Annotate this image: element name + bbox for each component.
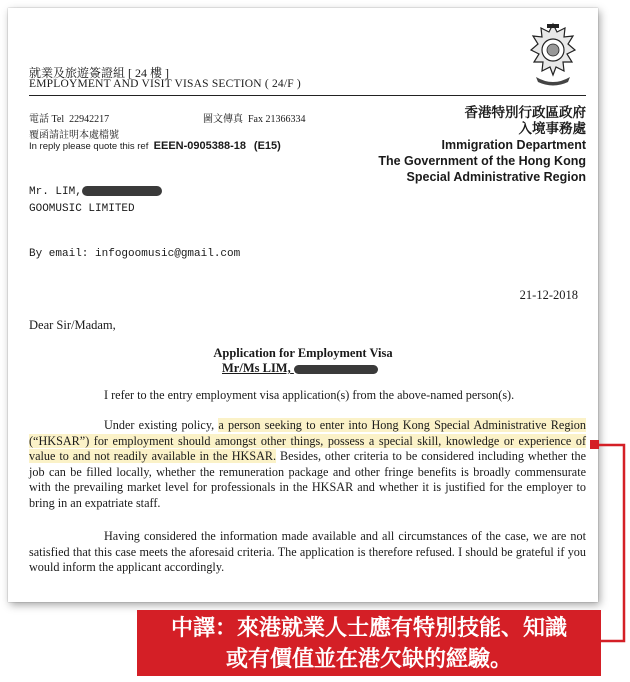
- recipient-company: GOOMUSIC LIMITED: [29, 203, 135, 215]
- subject-name: Mr/Ms LIM,: [222, 361, 378, 376]
- dept-zh-1: 香港特別行政區政府: [464, 105, 586, 121]
- callout-line-1: 中譯：來港就業人士應有特別技能、知識: [170, 616, 567, 641]
- subject-title: Application for Employment Visa: [213, 346, 393, 360]
- recipient-email: By email: infogoomusic@gmail.com: [29, 248, 241, 260]
- callout-line-2: 或有價值並在港欠缺的經驗。: [225, 647, 512, 672]
- fax-line: 圖文傳真 Fax 21366334: [203, 114, 306, 125]
- dept-zh-2: 入境事務處: [518, 121, 586, 137]
- dept-en-1: Immigration Department: [441, 138, 586, 152]
- tel-line: 電話 Tel 22942217: [29, 114, 110, 125]
- section-title-zh: 就業及旅遊簽證組 [ 24 樓 ]: [29, 66, 169, 80]
- recipient-name: Mr. LIM,: [29, 186, 162, 198]
- ref-code: (E15): [253, 140, 281, 152]
- highlighted-policy-text: a person seeking to enter into Hong Kong Special Administrative Region (“HKSAR”) for employment should amongst other things, possess a special skill, knowledge or experience of value to and not readily available in the HKSAR.: [29, 418, 586, 464]
- section-title-en: EMPLOYMENT AND VISIT VISAS SECTION ( 24/F ): [29, 78, 301, 90]
- ref-number: EEEN-0905388-18: [153, 140, 246, 152]
- quote-ref-line: In reply please quote this ref EEEN-0905388-18 (E15): [29, 140, 281, 152]
- salutation: Dear Sir/Madam,: [29, 318, 116, 332]
- decision-paragraph: Having considered the information made available and all circumstances of the case, we are not satisfied that this case meets the aforesaid criteria. The application is therefore refused. I should be grateful if you would inform the applicant accordingly.: [29, 529, 586, 575]
- dept-en-2: The Government of the Hong Kong: [378, 154, 586, 168]
- dept-en-3: Special Administrative Region: [406, 170, 586, 184]
- quote-ref-zh: 覆函請註明本處檔號: [29, 130, 119, 141]
- letter-date: 21-12-2018: [519, 288, 578, 302]
- intro-paragraph: I refer to the entry employment visa application(s) from the above-named person(s).: [104, 388, 515, 402]
- translation-callout: [137, 610, 601, 676]
- policy-paragraph: Under existing policy, a person seeking to enter into Hong Kong Special Administrative Region (“HKSAR”) for employment should amongst other things, possess a special skill, knowledge or experience of value to and not readily available in the HKSAR. Besides, other criteria to be considered including whether the job can be filled locally, whether the remuneration package and other fringe benefits is broadly commensurate with the prevailing market level for professionals in the HKSAR and whether it is justified for the employer to bring in an expatriate staff.: [29, 418, 586, 510]
